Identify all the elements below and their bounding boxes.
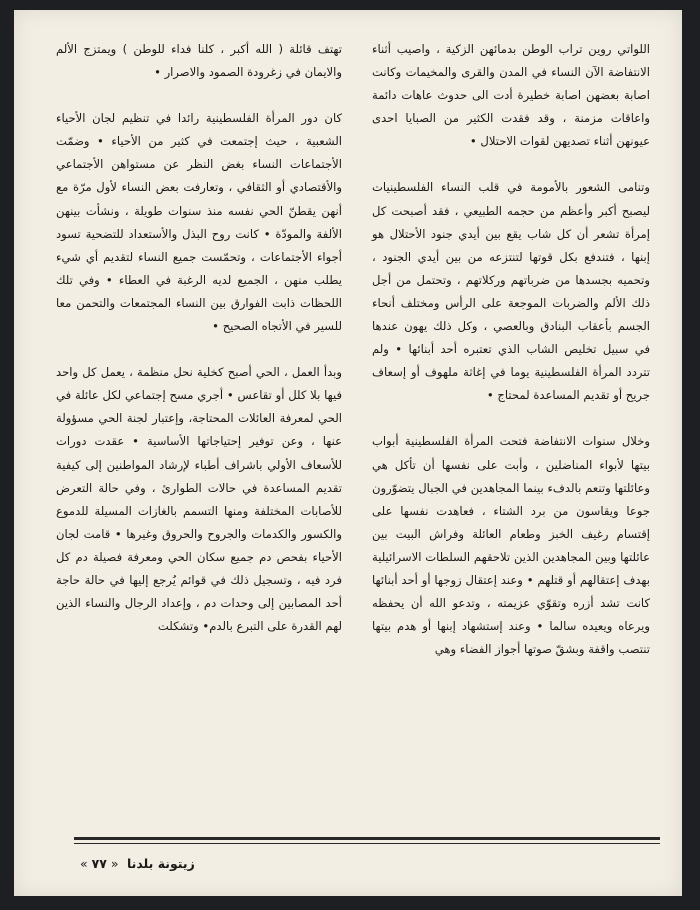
page-number: ٧٧ [91,856,107,871]
body-paragraph: وخلال سنوات الانتفاضة فتحت المرأة الفلسطينية أبواب بيتها لأبواء المناضلين ، وأبت على نفسها أن تأكل هي وعائلتها وتنعم بالدفء بينما المجاهدين في الجبال يتضوّرون جوعا ويقاسون من برد الشتاء ، فعاهدت نفسها على إقتسام رغيف الخبز وطعام العائلة وفراش البيت بين عائلتها وبين المجاهدين الذين تلاحقهم السلطات الاسرائيلية بهدف إعتقالهم أو قتلهم • وعند إعتقال زوجها أو أحد أبنائها كانت تشد أزره وتقوّي عزيمته ، وتدعو الله أن يحفظه ويرعاه ويعيده سالما • وعند إستشهاد إبنها أو هدم بيتها تنتصب واقفة وبشقّ صوتها أجواز الفضاء وهي [372,434,650,657]
guillemet-close: » [80,856,88,871]
body-paragraph: كان دور المرأة الفلسطينية رائدا في تنظيم لجان الأحياء الشعبية ، حيث إجتمعت في كثير من الأحياء • وضمّت الأجتماعات النساء بغض النظر عن مستواهن الأجتماعي والأقتصادي أو الثقافي ، وتعارفت بعض النساء لأول مرّة مع أنهن يقطنّ الحي نفسه منذ سنوات طويلة ، ونشأت بينهن الألفة والمودّة • كانت روح البذل والأستعداد للتضحية تسود أجواء الأجتماعات ، وتحمّست جميع النساء لتقديم أي شيء يطلب منهن ، الجميع لديه الرغبة في العطاء • وفي تلك اللحظات ذابت الفوارق بين النساء المجتمعات والتحمن معا للسير في الأتجاه الصحيح • [56,111,342,334]
left-text-column [56,38,342,638]
footer-divider-thin [74,843,660,844]
guillemet-open: « [110,856,119,871]
body-paragraph: اللواتي روين تراب الوطن بدمائهن الزكية ، واصيب أثناء الانتفاضة الآن النساء في المدن والقرى والمخيمات وكانت اصابة بعضهن اصابة خطيرة أدت الى حدوث عاهات دائمة واعاقات مزمنة ، وقد فقدت الكثير من الصبايا احدى عيونهن أثناء تصديهن لقوات الاحتلال • [372,42,650,149]
footer-divider [74,837,660,840]
body-paragraph: وتنامى الشعور بالأمومة في قلب النساء الفلسطينيات ليصبح أكبر وأعظم من حجمه الطبيعي ، فقد أصبحت كل إمرأة تشعر أن كل شاب يقع بين أيدي جنود الأحتلال هو إبنها ، فتندفع بكل قوتها لتنتزعه من بين أيدي الجنود ، وتحميه بجسدها من ضرباتهم وركلاتهم ، وتحتمل من أجل ذلك الألم والضربات الموجعة على الرأس ومختلف أنحاء الجسم بأعقاب البنادق وبالعصي ، وكل ذلك يهون عندها في سبيل تخليص الشاب الذي تعتبره أحد أبنائها • ولم تتردد المرأة الفلسطينية يوما في إغاثة ملهوف أو إسعاف جريح أو تقديم المساعدة لمحتاج • [372,180,650,403]
page-footer [76,856,195,871]
body-paragraph: تهتف قائلة ( الله أكبر ، كلنا فداء للوطن ) ويمتزج الألم والايمان في زغرودة الصمود والاصرار • [56,42,342,80]
right-text-column [372,38,650,661]
body-paragraph: وبدأ العمل ، الحي أصبح كخلية نحل منظمة ، يعمل كل واحد فيها بلا كلل أو تقاعس • أجري مسح إجتماعي لكل عائلة في الحي لمعرفة العائلات المحتاجة، وإعتبار لجنة الحي مسؤولة عنها ، وعن توفير إحتياجاتها الأساسية • عقدت دورات للأسعاف الأولي باشراف أطباء لإرشاد المواطنين إلى كيفية تقديم المساعدة في حالات الطوارئ ، وفي حالة التعرض للأصابات المختلفة ومنها التسمم بالغازات المسيلة للدموع والكسور والكدمات والجروح والحروق وغيرها • قامت لجان الأحياء بفحص دم جميع سكان الحي ومعرفة فصيلة دم كل فرد فيه ، وتسجيل ذلك في قوائم يُرجع إليها في حالة حاجة أحد المصابين إلى وحدات دم ، وإعداد الرجال والنساء الذين لهم القدرة على التبرع بالدم• وتشكلت [56,365,342,634]
magazine-name: زيتونة بلدنا [126,856,195,871]
magazine-page [14,10,682,896]
